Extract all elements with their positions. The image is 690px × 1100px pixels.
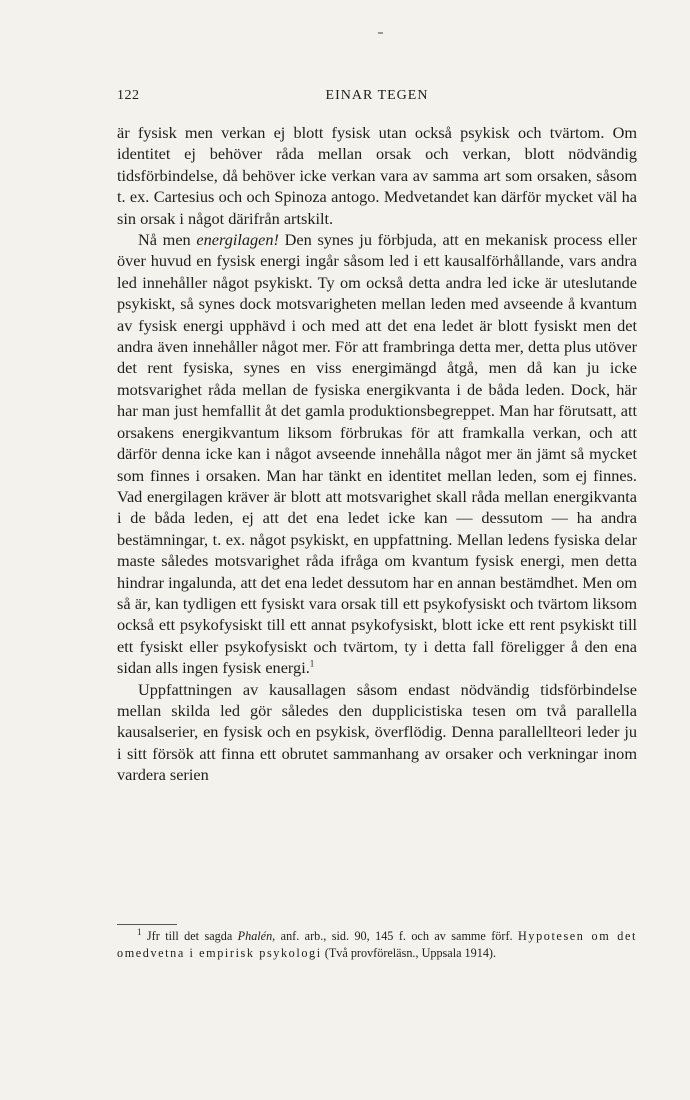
footnote — [117, 928, 637, 962]
page-header — [117, 88, 637, 110]
footnote-mark: 1 — [137, 926, 142, 937]
footnote-title: Hypotesen om det omedvetna i empirisk psykologi — [117, 929, 637, 960]
paragraph-2-emphasis: energilagen! — [196, 230, 279, 250]
paragraph-3: Uppfattningen av kausallagen såsom endast nödvändig tidsförbindelse mellan skilda led gör således den dupplicistiska tesen om två parallella kausalserier, en fysisk och en psykisk, överflödig. Denna parallellteori leder ju i sitt försök att finna ett obrutet sammanhang av orsaker och verkningar inom vardera serien — [117, 679, 637, 785]
body-text — [117, 122, 637, 786]
footnote-reference[interactable]: 1 — [309, 658, 315, 669]
footnote-author: Phalén, — [237, 929, 276, 943]
running-head: EINAR TEGEN — [325, 88, 429, 103]
footnote-text-c: (Två provföreläsn., Uppsala 1914). — [321, 946, 497, 960]
paragraph-2-body: Den synes ju förbjuda, att en mekanisk process eller över huvud en fysisk energi ingår såsom led i ett kausalförhållande, vars andra led innehåller något psykiskt. Ty om också detta andra led icke är uteslutande psykiskt, så synes dock motsvarigheten mellan leden med avseende å kvantum av fysisk energi upphävd i och med att det ena ledet är blott fysiskt men det andra även innehåller något mer. För att frambringa detta mer, detta plus utöver det rent fysiska, synes en viss energimängd åtgå, men då kan ju icke motsvarighet råda mellan de fysiska energikvanta i de båda leden. Dock, här har man just hemfallit åt det gamla produktionsbegreppet. Man har förutsatt, att orsakens energikvantum liksom förbrukas för att framkalla verkan, och att därför denna icke kan i något avseende innehålla något mer än jämt så mycket som finnes i orsaken. Man har tänkt en identitet mellan leden, som ej finnes. Vad energilagen kräver är blott att motsvarighet skall råda mellan energikvanta i de båda leden, ej att det ena ledet icke kan — dessutom — ha andra bestämningar, t. ex. något psykiskt, en uppfattning. Mellan ledens fysiska delar maste således motsvarighet råda ifråga om kvantum fysisk energi, men detta hindrar ingalunda, att det ena ledet dessutom har en annan bestämdhet. Men om så är, kan tydligen ett fysiskt vara orsak till ett psykofysiskt och tvärtom liksom också ett psykofysiskt till ett annat psykofysiskt, blott icke ett rent psykiskt till ett fysiskt eller psykofysiskt och tvärtom, ty i detta fall föreligger å den ena sidan alls ingen fysisk energi. — [117, 230, 638, 678]
footnote-rule — [117, 924, 177, 925]
page-speck — [378, 32, 383, 34]
paragraph-2-lead: Nå men — [138, 230, 197, 250]
paragraph-1: är fysisk men verkan ej blott fysisk utan också psykisk och tvärtom. Om identitet ej behöver råda mellan orsak och verkan, blott nödvändig tidsförbindelse, då behöver icke verkan vara av samma art som orsaken, såsom t. ex. Cartesius och och Spinoza antogo. Medvetandet kan därför mycket väl ha sin orsak i något därifrån artskilt. — [117, 123, 637, 228]
footnote-text-a: Jfr till det sagda — [141, 929, 238, 943]
paragraph-2 — [117, 229, 637, 679]
page-number: 122 — [117, 88, 140, 103]
footnote-text-b: anf. arb., sid. 90, 145 f. och av samme förf. — [275, 929, 518, 943]
